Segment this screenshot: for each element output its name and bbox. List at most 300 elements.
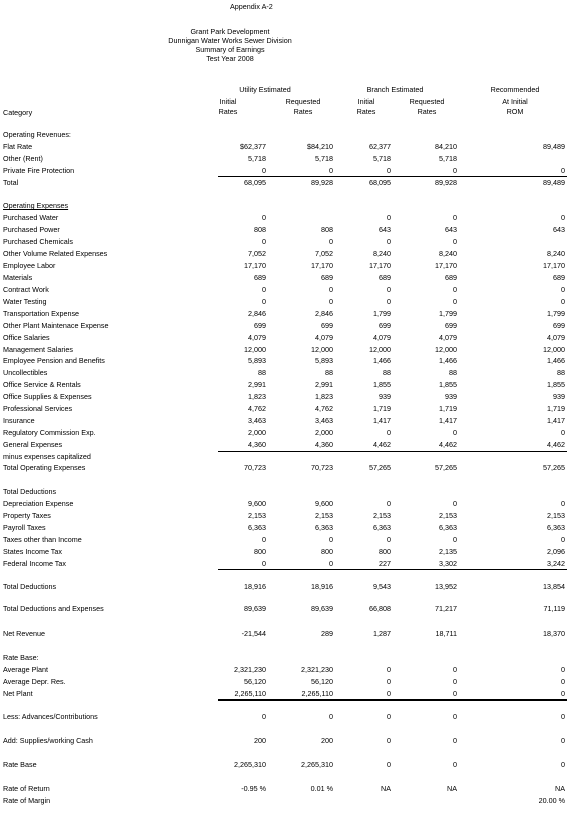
cell-value: 88 <box>258 368 266 377</box>
table-row <box>0 334 567 346</box>
cell-value: 1,466 <box>373 356 391 365</box>
cell-value: 12,000 <box>543 345 565 354</box>
cell-value: 2,000 <box>315 428 333 437</box>
cell-value: 939 <box>553 392 565 401</box>
cell-value: 2,846 <box>315 309 333 318</box>
cell-value: 0 <box>453 712 457 721</box>
cell-value: 89,928 <box>435 178 457 187</box>
table-row <box>0 605 567 617</box>
cell-value: 0 <box>453 285 457 294</box>
table-row <box>0 630 567 642</box>
cell-value: 56,120 <box>244 677 266 686</box>
cell-value: 0 <box>561 297 565 306</box>
table-row <box>0 357 567 369</box>
cell-value: 88 <box>449 368 457 377</box>
table-row <box>0 298 567 310</box>
cell-value: 1,719 <box>547 404 565 413</box>
cell-value: 7,052 <box>315 249 333 258</box>
table-row <box>0 429 567 441</box>
row-label: Federal Income Tax <box>3 559 66 568</box>
cell-value: 4,079 <box>315 333 333 342</box>
cell-value: 6,363 <box>439 523 457 532</box>
table-row <box>0 214 567 226</box>
col-header-utility-requested <box>278 97 328 117</box>
cell-value: 12,000 <box>244 345 266 354</box>
row-label: minus expenses capitalized <box>3 452 91 461</box>
row-label: Average Plant <box>3 665 49 674</box>
table-row <box>0 524 567 536</box>
table-row <box>0 417 567 429</box>
row-label: Total Deductions <box>3 582 57 591</box>
cell-value: 699 <box>254 321 266 330</box>
cell-value: 0 <box>561 166 565 175</box>
cell-value: 4,762 <box>315 404 333 413</box>
col-header-utility-initial <box>208 97 248 117</box>
row-label: Uncollectibles <box>3 368 48 377</box>
cell-value: 808 <box>321 225 333 234</box>
cell-value: 0 <box>329 559 333 568</box>
cell-value: 12,000 <box>369 345 391 354</box>
col-header-branch-requested <box>402 97 452 117</box>
cell-value: 1,466 <box>439 356 457 365</box>
table-row <box>0 654 567 666</box>
table-row <box>0 737 567 749</box>
cell-value: 4,079 <box>547 333 565 342</box>
cell-value: 0 <box>453 213 457 222</box>
cell-value: 2,135 <box>439 547 457 556</box>
cell-value: 2,000 <box>248 428 266 437</box>
table-row <box>0 453 567 465</box>
row-label: Total Deductions and Expenses <box>3 604 104 613</box>
table-row <box>0 202 567 214</box>
cell-value: 0 <box>262 535 266 544</box>
group-utility: Utility Estimated <box>239 85 291 94</box>
cell-value: 5,893 <box>248 356 266 365</box>
cell-value: 1,799 <box>547 309 565 318</box>
cell-value: 939 <box>379 392 391 401</box>
cell-value: 689 <box>379 273 391 282</box>
table-row <box>0 393 567 405</box>
cell-value: 0 <box>262 297 266 306</box>
cell-value: 57,265 <box>435 463 457 472</box>
cell-value: 2,265,310 <box>301 760 333 769</box>
cell-value: 6,363 <box>373 523 391 532</box>
col-header-line: Requested <box>285 97 321 106</box>
row-label: Operating Revenues: <box>3 130 71 139</box>
cell-value: 6,363 <box>248 523 266 532</box>
row-label: Operating Expenses <box>3 201 69 210</box>
cell-value: 18,916 <box>311 582 333 591</box>
table-row <box>0 405 567 417</box>
cell-value: 4,462 <box>439 440 457 449</box>
table-row <box>0 322 567 334</box>
cell-value: 200 <box>321 736 333 745</box>
cell-value: 5,718 <box>439 154 457 163</box>
cell-value: 0 <box>387 535 391 544</box>
cell-value: 2,153 <box>248 511 266 520</box>
cell-value: 2,153 <box>315 511 333 520</box>
row-label: Add: Supplies/working Cash <box>3 736 93 745</box>
cell-value: 1,855 <box>373 380 391 389</box>
cell-value: -21,544 <box>241 629 266 638</box>
cell-value: 13,854 <box>543 582 565 591</box>
row-label: Private Fire Protection <box>3 166 75 175</box>
cell-value: 17,170 <box>369 261 391 270</box>
heading-line: Summary of Earnings <box>195 45 265 54</box>
cell-value: 0 <box>453 166 457 175</box>
cell-value: 0 <box>262 712 266 721</box>
row-label: Payroll Taxes <box>3 523 46 532</box>
cell-value: 9,543 <box>373 582 391 591</box>
cell-value: 4,079 <box>373 333 391 342</box>
cell-value: 0 <box>453 297 457 306</box>
cell-value: 0 <box>262 166 266 175</box>
row-label: Purchased Power <box>3 225 60 234</box>
cell-value: 12,000 <box>435 345 457 354</box>
cell-value: 2,265,310 <box>234 760 266 769</box>
table-row <box>0 464 567 476</box>
cell-value: 70,723 <box>244 463 266 472</box>
cell-value: 1,799 <box>373 309 391 318</box>
cell-value: NA <box>381 784 391 793</box>
cell-value: 0 <box>387 428 391 437</box>
table-row <box>0 548 567 560</box>
cell-value: 4,360 <box>248 440 266 449</box>
cell-value: 0 <box>453 736 457 745</box>
cell-value: 0 <box>329 166 333 175</box>
cell-value: 8,240 <box>547 249 565 258</box>
cell-value: 57,265 <box>369 463 391 472</box>
cell-value: 0 <box>561 285 565 294</box>
row-label: Office Supplies & Expenses <box>3 392 92 401</box>
cell-value: 0 <box>561 712 565 721</box>
cell-value: 6,363 <box>547 523 565 532</box>
cell-value: 0 <box>387 499 391 508</box>
cell-value: NA <box>447 784 457 793</box>
cell-value: 0 <box>453 689 457 698</box>
col-header-line: Requested <box>409 97 445 106</box>
cell-value: 89,489 <box>543 142 565 151</box>
col-header-line: Rates <box>218 107 238 116</box>
cell-value: 699 <box>445 321 457 330</box>
cell-value: 17,170 <box>435 261 457 270</box>
row-label: Management Salaries <box>3 345 73 354</box>
cell-value: $84,210 <box>307 142 333 151</box>
cell-value: 0.01 % <box>310 784 333 793</box>
group-branch: Branch Estimated <box>366 85 424 94</box>
cell-value: 12,000 <box>311 345 333 354</box>
cell-value: 689 <box>445 273 457 282</box>
appendix-title: Appendix A-2 <box>230 2 273 11</box>
row-label: Purchased Water <box>3 213 59 222</box>
cell-value: 0 <box>329 297 333 306</box>
row-label: Total <box>3 178 19 187</box>
cell-value: 18,916 <box>244 582 266 591</box>
row-label: Water Testing <box>3 297 47 306</box>
row-label: Average Depr. Res. <box>3 677 66 686</box>
cell-value: 20.00 % <box>538 796 565 805</box>
cell-value: 66,808 <box>369 604 391 613</box>
cell-value: 89,928 <box>311 178 333 187</box>
table-row <box>0 785 567 797</box>
cell-value: NA <box>555 784 565 793</box>
table-row <box>0 500 567 512</box>
table-row <box>0 560 567 572</box>
cell-value: 0 <box>453 428 457 437</box>
cell-value: 13,952 <box>435 582 457 591</box>
table-row <box>0 179 567 191</box>
cell-value: 0 <box>561 736 565 745</box>
table-row <box>0 250 567 262</box>
cell-value: 4,079 <box>439 333 457 342</box>
cell-value: 84,210 <box>435 142 457 151</box>
cell-value: 17,170 <box>311 261 333 270</box>
cell-value: 289 <box>321 629 333 638</box>
row-label: Employee Pension and Benefits <box>3 356 105 365</box>
cell-value: 0 <box>329 535 333 544</box>
row-label: Office Salaries <box>3 333 50 342</box>
cell-value: 643 <box>445 225 457 234</box>
cell-value: 0 <box>329 285 333 294</box>
cell-value: 0 <box>561 665 565 674</box>
cell-value: 5,718 <box>248 154 266 163</box>
cell-value: 0 <box>262 559 266 568</box>
cell-value: 689 <box>254 273 266 282</box>
cell-value: 88 <box>557 368 565 377</box>
cell-value: 227 <box>379 559 391 568</box>
row-label: Rate Base <box>3 760 37 769</box>
cell-value: -0.95 % <box>241 784 266 793</box>
cell-value: 643 <box>379 225 391 234</box>
cell-value: 6,363 <box>315 523 333 532</box>
cell-value: 8,240 <box>373 249 391 258</box>
cell-value: 18,711 <box>435 629 457 638</box>
group-recommended: Recommended <box>490 85 540 94</box>
cell-value: 70,723 <box>311 463 333 472</box>
cell-value: 5,893 <box>315 356 333 365</box>
cell-value: 1,466 <box>547 356 565 365</box>
cell-value: 800 <box>321 547 333 556</box>
col-header-branch-initial <box>346 97 386 117</box>
table-row <box>0 678 567 690</box>
row-label: Flat Rate <box>3 142 33 151</box>
cell-value: 2,153 <box>439 511 457 520</box>
row-label: Taxes other than Income <box>3 535 82 544</box>
cell-value: 0 <box>387 712 391 721</box>
cell-value: 2,991 <box>248 380 266 389</box>
cell-value: 1,799 <box>439 309 457 318</box>
cell-value: 2,991 <box>315 380 333 389</box>
cell-value: 3,302 <box>439 559 457 568</box>
cell-value: 17,170 <box>543 261 565 270</box>
table-row <box>0 666 567 678</box>
table-row <box>0 441 567 453</box>
cell-value: 0 <box>453 760 457 769</box>
cell-value: 2,096 <box>547 547 565 556</box>
cell-value: 0 <box>262 237 266 246</box>
cell-value: 1,719 <box>439 404 457 413</box>
table-row <box>0 286 567 298</box>
cell-value: 0 <box>561 535 565 544</box>
cell-value: 0 <box>262 285 266 294</box>
row-label: Professional Services <box>3 404 73 413</box>
row-label: Property Taxes <box>3 511 51 520</box>
cell-value: 0 <box>387 689 391 698</box>
cell-value: 68,095 <box>369 178 391 187</box>
cell-value: 0 <box>561 689 565 698</box>
cell-value: 71,119 <box>543 604 565 613</box>
cell-value: 800 <box>254 547 266 556</box>
row-label: Other Volume Related Expenses <box>3 249 108 258</box>
table-row <box>0 583 567 595</box>
table-row <box>0 226 567 238</box>
cell-value: 0 <box>561 499 565 508</box>
cell-value: 1,855 <box>439 380 457 389</box>
cell-value: 0 <box>387 760 391 769</box>
cell-value: 0 <box>387 665 391 674</box>
table-row <box>0 310 567 322</box>
cell-value: 4,462 <box>373 440 391 449</box>
row-label: Insurance <box>3 416 35 425</box>
cell-value: 8,240 <box>439 249 457 258</box>
col-header-line: Rates <box>293 107 313 116</box>
heading-line: Test Year 2008 <box>206 54 254 63</box>
row-label: States Income Tax <box>3 547 62 556</box>
cell-value: 0 <box>329 712 333 721</box>
table-row <box>0 381 567 393</box>
cell-value: 89,489 <box>543 178 565 187</box>
cell-value: 5,718 <box>373 154 391 163</box>
cell-value: 57,265 <box>543 463 565 472</box>
row-label: Other Plant Maintenace Expense <box>3 321 109 330</box>
cell-value: 1,823 <box>315 392 333 401</box>
table-row <box>0 797 567 809</box>
cell-value: 0 <box>453 499 457 508</box>
table-row <box>0 238 567 250</box>
cell-value: $62,377 <box>240 142 266 151</box>
cell-value: 2,153 <box>373 511 391 520</box>
cell-value: 699 <box>553 321 565 330</box>
cell-value: 699 <box>321 321 333 330</box>
cell-value: 0 <box>387 285 391 294</box>
cell-value: 0 <box>387 166 391 175</box>
cell-value: 0 <box>453 237 457 246</box>
col-header-line: Initial <box>219 97 237 106</box>
row-label: Purchased Chemicals <box>3 237 73 246</box>
row-label: Rate of Margin <box>3 796 51 805</box>
cell-value: 0 <box>453 665 457 674</box>
cell-value: 0 <box>329 237 333 246</box>
cell-value: 7,052 <box>248 249 266 258</box>
cell-value: 18,370 <box>543 629 565 638</box>
report-heading <box>130 27 330 63</box>
table-row <box>0 512 567 524</box>
row-label: Net Plant <box>3 689 33 698</box>
row-label: Depreciation Expense <box>3 499 74 508</box>
table-row <box>0 274 567 286</box>
cell-value: 0 <box>387 297 391 306</box>
cell-value: 2,321,230 <box>234 665 266 674</box>
table-row <box>0 488 567 500</box>
table-row <box>0 536 567 548</box>
table-row <box>0 167 567 179</box>
cell-value: 4,079 <box>248 333 266 342</box>
table-row <box>0 713 567 725</box>
col-header-line: ROM <box>506 107 524 116</box>
cell-value: 939 <box>445 392 457 401</box>
col-header-line: Rates <box>417 107 437 116</box>
cell-value: 2,321,230 <box>301 665 333 674</box>
cell-value: 9,600 <box>248 499 266 508</box>
row-label: Rate of Return <box>3 784 50 793</box>
cell-value: 689 <box>553 273 565 282</box>
cell-value: 1,417 <box>547 416 565 425</box>
cell-value: 5,718 <box>315 154 333 163</box>
heading-line: Dunnigan Water Works Sewer Division <box>168 36 292 45</box>
table-row <box>0 369 567 381</box>
cell-value: 71,217 <box>435 604 457 613</box>
cell-value: 89,639 <box>244 604 266 613</box>
row-label: General Expenses <box>3 440 63 449</box>
cell-value: 88 <box>325 368 333 377</box>
cell-value: 89,639 <box>311 604 333 613</box>
row-label: Net Revenue <box>3 629 45 638</box>
cell-value: 4,462 <box>547 440 565 449</box>
cell-value: 0 <box>387 213 391 222</box>
cell-value: 0 <box>387 237 391 246</box>
cell-value: 3,463 <box>248 416 266 425</box>
cell-value: 1,823 <box>248 392 266 401</box>
row-label: Contract Work <box>3 285 49 294</box>
table-row <box>0 690 567 702</box>
col-header-line: Initial <box>357 97 375 106</box>
col-header-line: Rates <box>356 107 376 116</box>
cell-value: 4,360 <box>315 440 333 449</box>
row-label: Less: Advances/Contributions <box>3 712 98 721</box>
cell-value: 56,120 <box>311 677 333 686</box>
table-row <box>0 143 567 155</box>
cell-value: 1,719 <box>373 404 391 413</box>
cell-value: 2,265,110 <box>301 689 333 698</box>
cell-value: 800 <box>379 547 391 556</box>
table-row <box>0 262 567 274</box>
cell-value: 0 <box>262 213 266 222</box>
cell-value: 808 <box>254 225 266 234</box>
cell-value: 1,855 <box>547 380 565 389</box>
cell-value: 17,170 <box>244 261 266 270</box>
cell-value: 0 <box>387 736 391 745</box>
col-header-line: At Initial <box>502 97 528 106</box>
cell-value: 4,762 <box>248 404 266 413</box>
row-label: Office Service & Rentals <box>3 380 81 389</box>
table-row <box>0 155 567 167</box>
cell-value: 0 <box>453 677 457 686</box>
cell-value: 0 <box>561 213 565 222</box>
cell-value: 643 <box>553 225 565 234</box>
cell-value: 2,846 <box>248 309 266 318</box>
cell-value: 0 <box>561 677 565 686</box>
table-row <box>0 761 567 773</box>
cell-value: 0 <box>561 760 565 769</box>
cell-value: 88 <box>383 368 391 377</box>
cell-value: 3,463 <box>315 416 333 425</box>
row-label: Employee Labor <box>3 261 56 270</box>
table-row <box>0 131 567 143</box>
row-label: Materials <box>3 273 33 282</box>
cell-value: 1,417 <box>439 416 457 425</box>
cell-value: 2,153 <box>547 511 565 520</box>
cell-value: 1,287 <box>373 629 391 638</box>
